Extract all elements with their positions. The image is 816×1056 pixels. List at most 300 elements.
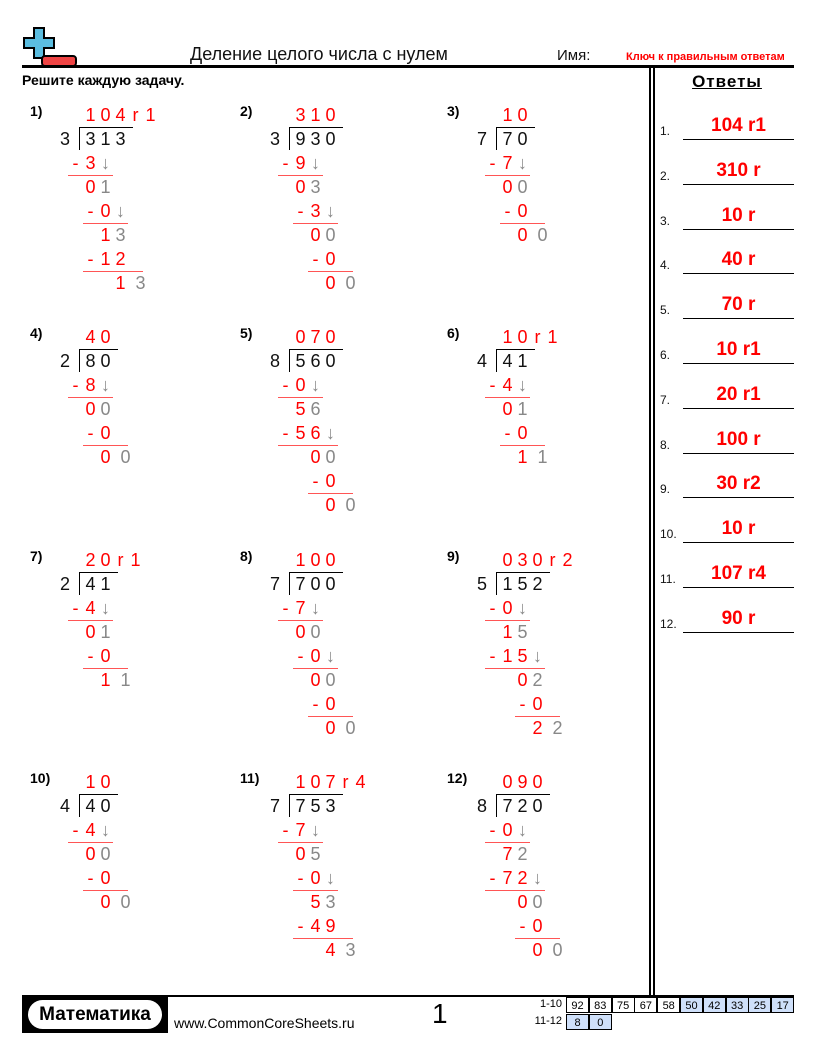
arrow-down-icon: ↓ (326, 201, 335, 221)
dividend-digit: 0 (532, 796, 543, 816)
answer-row (660, 513, 794, 543)
subtract-digit: 8 (85, 375, 96, 395)
subtract-digit: 0 (502, 820, 513, 840)
minus-sign: - (72, 598, 79, 618)
answer-number: 4. (660, 258, 671, 273)
subtract-digit: 0 (325, 471, 336, 491)
answer-line (683, 587, 794, 588)
answer-row (660, 468, 794, 498)
remainder-digit: 4 (325, 940, 336, 960)
problem (240, 770, 430, 980)
arrow-down-icon: ↓ (311, 598, 320, 618)
divisor: 8 (269, 351, 280, 371)
minus-sign: - (87, 868, 94, 888)
quotient-digit: 0 (502, 772, 513, 792)
divisor: 2 (59, 351, 70, 371)
score-cell: 58 (657, 997, 680, 1013)
answer-line (683, 363, 794, 364)
subtract-digit: 0 (532, 916, 543, 936)
minus-sign: - (297, 201, 304, 221)
remainder-digit: 0 (85, 399, 96, 419)
subtract-digit: 7 (502, 153, 513, 173)
answer-number: 10. (660, 527, 677, 542)
arrow-down-icon: ↓ (311, 375, 320, 395)
subtract-digit: 2 (517, 868, 528, 888)
minus-sign: - (519, 694, 526, 714)
quotient-digit: 0 (325, 105, 336, 125)
subtract-digit: 0 (100, 868, 111, 888)
quotient-digit: 1 (295, 550, 306, 570)
dividend-digit: 3 (310, 129, 321, 149)
remainder-digit: 1 (100, 670, 111, 690)
remainder-digit: 1 (115, 273, 126, 293)
answer-value: 10 r1 (716, 339, 761, 360)
dividend-digit: 0 (310, 574, 321, 594)
divisor: 3 (269, 129, 280, 149)
name-label: Имя: (557, 47, 591, 64)
problem-number: 11) (240, 770, 260, 786)
remainder-digit: 0 (517, 892, 528, 912)
brought-down-digit: 0 (120, 447, 131, 467)
problem (447, 325, 637, 535)
problem (447, 103, 637, 313)
quotient-digit: 1 (85, 105, 96, 125)
subtract-digit: 9 (325, 916, 336, 936)
remainder-digit: 5 (295, 399, 306, 419)
quotient-digit: 0 (502, 550, 513, 570)
remainder-digit: 1 (502, 622, 513, 642)
answer-value: 90 r (721, 607, 756, 629)
remainder-digit: 0 (310, 447, 321, 467)
subtract-digit: 0 (100, 423, 111, 443)
quotient-digit: 3 (295, 105, 306, 125)
brought-down-digit: 1 (537, 447, 548, 467)
minus-sign: - (297, 916, 304, 936)
subtract-digit: 1 (100, 249, 111, 269)
brought-down-digit: 0 (310, 622, 321, 642)
remainder-digit: 0 (85, 622, 96, 642)
answer-line (683, 453, 794, 454)
answer-line (683, 273, 794, 274)
remainder-digit: 1 (100, 225, 111, 245)
remainder-digit: 0 (100, 892, 111, 912)
page-number: 1 (432, 998, 448, 1029)
answer-value: 70 r (721, 294, 756, 316)
quotient-digit: 0 (100, 327, 111, 347)
answer-number: 5. (660, 303, 671, 318)
answer-row (660, 289, 794, 319)
answer-line (683, 139, 794, 140)
arrow-down-icon: ↓ (101, 598, 110, 618)
brought-down-digit: 3 (325, 892, 336, 912)
subtract-digit: 3 (310, 201, 321, 221)
answer-number: 12. (660, 616, 677, 631)
dividend-digit: 0 (100, 351, 111, 371)
problem (30, 103, 220, 313)
dividend-digit: 5 (310, 796, 321, 816)
subtract-digit: 1 (502, 646, 513, 666)
minus-sign: - (297, 646, 304, 666)
minus-sign: - (489, 153, 496, 173)
remainder-digit: 0 (325, 495, 336, 515)
quotient-digit: 0 (310, 550, 321, 570)
answer-number: 9. (660, 482, 671, 497)
answer-row (660, 379, 794, 409)
minus-sign: - (282, 598, 289, 618)
answer-key-label: Ключ к правильным ответам (626, 51, 785, 63)
brought-down-digit: 1 (517, 399, 528, 419)
quotient-digit: 1 (85, 772, 96, 792)
dividend-digit: 7 (295, 796, 306, 816)
divisor: 4 (59, 796, 70, 816)
brought-down-digit: 2 (552, 718, 563, 738)
dividend-digit: 4 (502, 351, 513, 371)
brought-down-digit: 0 (100, 399, 111, 419)
quotient-digit: 2 (562, 550, 573, 570)
dividend-digit: 7 (502, 129, 513, 149)
score-cell: 67 (634, 997, 657, 1013)
subtract-digit: 3 (85, 153, 96, 173)
header-divider (22, 65, 794, 68)
quotient-digit: 9 (517, 772, 528, 792)
problem-number: 10) (30, 770, 51, 786)
arrow-down-icon: ↓ (311, 820, 320, 840)
minus-sign: - (489, 375, 496, 395)
remainder-digit: 1 (517, 447, 528, 467)
divisor: 7 (476, 129, 487, 149)
minus-sign: - (72, 153, 79, 173)
brought-down-digit: 0 (100, 844, 111, 864)
subtract-digit: 9 (295, 153, 306, 173)
answer-row (660, 558, 794, 588)
subtract-digit: 4 (85, 598, 96, 618)
score-cell: 75 (612, 997, 635, 1013)
quotient-digit: 1 (310, 105, 321, 125)
minus-sign: - (504, 201, 511, 221)
quotient-digit: 0 (295, 327, 306, 347)
score-row-label: 1-10 (539, 998, 562, 1010)
minus-sign: - (312, 249, 319, 269)
arrow-down-icon: ↓ (326, 423, 335, 443)
minus-sign: - (489, 820, 496, 840)
remainder-digit: 0 (295, 844, 306, 864)
brought-down-digit: 0 (532, 892, 543, 912)
remainder-digit: 0 (532, 940, 543, 960)
quotient-digit: 1 (295, 772, 306, 792)
answers-title: Ответы (692, 72, 762, 91)
remainder-digit: 0 (325, 273, 336, 293)
quotient-digit: 1 (130, 550, 141, 570)
dividend-digit: 0 (325, 574, 336, 594)
subtract-digit: 0 (325, 249, 336, 269)
minus-sign: - (87, 646, 94, 666)
arrow-down-icon: ↓ (311, 153, 320, 173)
answer-value: 40 r (721, 249, 756, 271)
quotient-digit: 3 (517, 550, 528, 570)
score-cell: 0 (589, 1014, 612, 1030)
dividend-digit: 3 (85, 129, 96, 149)
answer-row (660, 334, 794, 364)
arrow-down-icon: ↓ (116, 201, 125, 221)
quotient-digit: 2 (85, 550, 96, 570)
brought-down-digit: 2 (517, 844, 528, 864)
answer-value: 10 r (721, 518, 756, 540)
brought-down-digit: 0 (325, 670, 336, 690)
dividend-digit: 3 (325, 796, 336, 816)
minus-sign: - (489, 598, 496, 618)
minus-sign: - (489, 868, 496, 888)
divisor: 8 (476, 796, 487, 816)
remainder-digit: 0 (100, 447, 111, 467)
answer-value: 10 r (721, 204, 756, 226)
subtract-digit: 0 (100, 646, 111, 666)
problem (30, 325, 220, 535)
arrow-down-icon: ↓ (518, 375, 527, 395)
answer-line (683, 497, 794, 498)
problem (240, 103, 430, 313)
remainder-digit: 5 (310, 892, 321, 912)
minus-sign: - (282, 423, 289, 443)
quotient-digit: 4 (115, 105, 126, 125)
answer-row (660, 110, 794, 140)
subtract-digit: 5 (295, 423, 306, 443)
minus-sign: - (519, 916, 526, 936)
quotient-digit: 1 (502, 105, 513, 125)
problem (240, 325, 430, 535)
quotient-digit: 0 (100, 772, 111, 792)
brought-down-digit: 0 (537, 225, 548, 245)
quotient-digit: 1 (145, 105, 156, 125)
dividend-digit: 5 (517, 574, 528, 594)
answer-row (660, 155, 794, 185)
quotient-digit: 0 (325, 327, 336, 347)
dividend-digit: 7 (295, 574, 306, 594)
answer-row (660, 424, 794, 454)
instructions: Решите каждую задачу. (22, 72, 185, 88)
answer-value: 310 r (716, 159, 761, 181)
quotient-digit: r (132, 105, 139, 125)
quotient-digit: 0 (517, 105, 528, 125)
site-url: www.CommonCoreSheets.ru (174, 1015, 355, 1031)
remainder-digit: 0 (310, 225, 321, 245)
answer-number: 2. (660, 168, 671, 183)
answer-line (683, 318, 794, 319)
quotient-digit: 1 (502, 327, 513, 347)
answer-line (683, 184, 794, 185)
arrow-down-icon: ↓ (533, 646, 542, 666)
remainder-digit: 0 (502, 399, 513, 419)
quotient-digit: 7 (325, 772, 336, 792)
answer-value: 20 r1 (716, 383, 761, 405)
problem-number: 3) (447, 103, 460, 119)
minus-sign: - (282, 153, 289, 173)
brought-down-digit: 3 (115, 225, 126, 245)
dividend-digit: 2 (532, 574, 543, 594)
remainder-digit: 0 (295, 177, 306, 197)
brought-down-digit: 5 (310, 844, 321, 864)
minus-sign: - (87, 249, 94, 269)
arrow-down-icon: ↓ (518, 820, 527, 840)
dividend-digit: 8 (85, 351, 96, 371)
problem (30, 770, 220, 980)
subtract-digit: 0 (100, 201, 111, 221)
math-logo-icon (22, 26, 80, 68)
brought-down-digit: 0 (325, 225, 336, 245)
quotient-digit: r (117, 550, 124, 570)
problem-number: 7) (30, 548, 43, 564)
minus-sign: - (282, 375, 289, 395)
brought-down-digit: 0 (345, 273, 356, 293)
score-cell: 17 (771, 997, 794, 1013)
brought-down-digit: 0 (517, 177, 528, 197)
answer-line (683, 408, 794, 409)
remainder-digit: 7 (502, 844, 513, 864)
quotient-digit: 0 (310, 772, 321, 792)
dividend-digit: 3 (115, 129, 126, 149)
answer-row (660, 603, 794, 633)
answer-number: 3. (660, 213, 671, 228)
problem-number: 1) (30, 103, 43, 119)
minus-sign: - (312, 694, 319, 714)
quotient-digit: 0 (532, 772, 543, 792)
divisor: 7 (269, 574, 280, 594)
score-cell: 33 (726, 997, 749, 1013)
quotient-digit: 0 (532, 550, 543, 570)
subtract-digit: 0 (325, 694, 336, 714)
minus-sign: - (297, 868, 304, 888)
brought-down-digit: 1 (120, 670, 131, 690)
answer-value: 30 r2 (716, 473, 761, 495)
problem (240, 548, 430, 758)
problem-number: 8) (240, 548, 253, 564)
arrow-down-icon: ↓ (101, 375, 110, 395)
dividend-digit: 6 (310, 351, 321, 371)
subtract-digit: 2 (115, 249, 126, 269)
answer-column-divider (649, 68, 651, 996)
subtract-digit: 4 (85, 820, 96, 840)
quotient-digit: 1 (547, 327, 558, 347)
arrow-down-icon: ↓ (533, 868, 542, 888)
problem (30, 548, 220, 758)
subtract-digit: 7 (295, 820, 306, 840)
brand-name: Математика (28, 1000, 162, 1029)
brought-down-digit: 0 (120, 892, 131, 912)
dividend-digit: 1 (100, 129, 111, 149)
dividend-digit: 1 (502, 574, 513, 594)
divisor: 7 (269, 796, 280, 816)
minus-sign: - (87, 201, 94, 221)
answer-value: 100 r (716, 428, 761, 450)
subtract-digit: 7 (295, 598, 306, 618)
answer-column-divider (653, 68, 655, 996)
arrow-down-icon: ↓ (326, 646, 335, 666)
subtract-digit: 0 (517, 423, 528, 443)
remainder-digit: 0 (502, 177, 513, 197)
dividend-digit: 0 (325, 129, 336, 149)
minus-sign: - (282, 820, 289, 840)
minus-sign: - (72, 375, 79, 395)
subtract-digit: 0 (310, 646, 321, 666)
dividend-digit: 4 (85, 796, 96, 816)
score-cell: 50 (680, 997, 703, 1013)
score-cell: 92 (566, 997, 589, 1013)
problem-number: 12) (447, 770, 468, 786)
divisor: 5 (476, 574, 487, 594)
brought-down-digit: 2 (532, 670, 543, 690)
quotient-digit: 4 (85, 327, 96, 347)
dividend-digit: 4 (85, 574, 96, 594)
score-cell: 8 (566, 1014, 589, 1030)
quotient-digit: 0 (100, 550, 111, 570)
dividend-digit: 9 (295, 129, 306, 149)
brought-down-digit: 3 (135, 273, 146, 293)
problem-number: 9) (447, 548, 460, 564)
minus-sign: - (312, 471, 319, 491)
quotient-digit: r (549, 550, 556, 570)
subtract-digit: 0 (532, 694, 543, 714)
minus-sign: - (489, 646, 496, 666)
answer-number: 11. (660, 572, 676, 586)
quotient-digit: 7 (310, 327, 321, 347)
dividend-digit: 1 (517, 351, 528, 371)
remainder-digit: 0 (85, 844, 96, 864)
remainder-digit: 0 (517, 670, 528, 690)
quotient-digit: 0 (325, 550, 336, 570)
score-row-label: 11-12 (534, 1015, 562, 1027)
quotient-digit: r (534, 327, 541, 347)
arrow-down-icon: ↓ (518, 153, 527, 173)
subtract-digit: 4 (502, 375, 513, 395)
dividend-digit: 0 (325, 351, 336, 371)
brought-down-digit: 1 (100, 177, 111, 197)
answer-number: 8. (660, 437, 671, 452)
brought-down-digit: 5 (517, 622, 528, 642)
answer-line (683, 542, 794, 543)
answer-line (683, 229, 794, 230)
remainder-digit: 0 (85, 177, 96, 197)
minus-sign: - (72, 820, 79, 840)
arrow-down-icon: ↓ (101, 153, 110, 173)
dividend-digit: 7 (502, 796, 513, 816)
problem-number: 5) (240, 325, 253, 341)
brought-down-digit: 6 (310, 399, 321, 419)
remainder-digit: 0 (517, 225, 528, 245)
remainder-digit: 0 (310, 670, 321, 690)
subtract-digit: 0 (310, 868, 321, 888)
score-cell: 83 (589, 997, 612, 1013)
problem-number: 2) (240, 103, 253, 119)
subtract-digit: 4 (310, 916, 321, 936)
answer-number: 7. (660, 392, 671, 407)
problem-number: 6) (447, 325, 460, 341)
score-cell: 25 (748, 997, 771, 1013)
subtract-digit: 5 (517, 646, 528, 666)
brought-down-digit: 1 (100, 622, 111, 642)
brought-down-digit: 3 (345, 940, 356, 960)
brought-down-digit: 0 (325, 447, 336, 467)
divisor: 3 (59, 129, 70, 149)
subtract-digit: 0 (502, 598, 513, 618)
remainder-digit: 2 (532, 718, 543, 738)
problem (447, 548, 637, 758)
remainder-digit: 0 (295, 622, 306, 642)
subtract-digit: 0 (295, 375, 306, 395)
brought-down-digit: 0 (345, 718, 356, 738)
answer-number: 1. (660, 124, 671, 138)
dividend-digit: 0 (100, 796, 111, 816)
problem-number: 4) (30, 325, 43, 341)
dividend-digit: 1 (100, 574, 111, 594)
